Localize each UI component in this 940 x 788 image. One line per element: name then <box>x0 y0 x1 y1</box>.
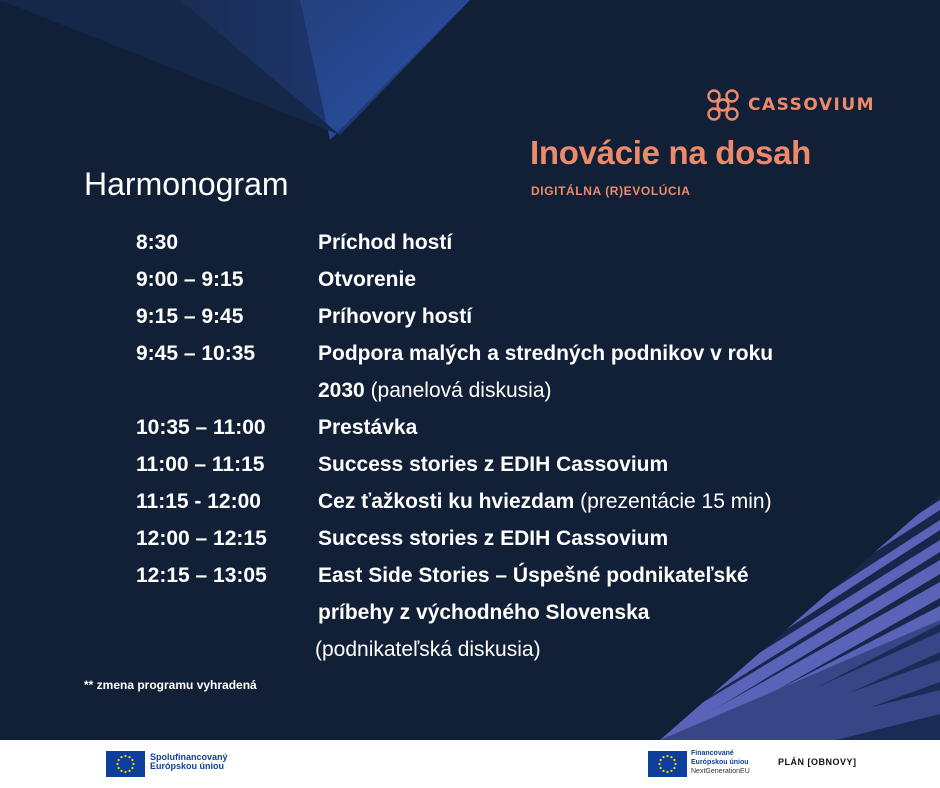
schedule-note: (podnikateľská diskusia) <box>315 638 541 661</box>
eu-left-line2: Európskou úniou <box>150 761 224 771</box>
brand-name: CASSOVIUM <box>748 95 876 115</box>
schedule-title-line1: Podpora malých a stredných podnikov v roku <box>318 342 774 365</box>
schedule-title: Prestávka <box>318 416 418 439</box>
schedule-time: 9:45 – 10:35 <box>136 342 256 365</box>
schedule-time: 10:35 – 11:00 <box>136 416 266 439</box>
eu-flag-icon <box>106 751 145 777</box>
event-title: Inovácie na dosah <box>530 134 811 171</box>
schedule-title: Cez ťažkosti ku hviezdam <box>318 490 575 513</box>
schedule-row <box>136 335 836 409</box>
schedule-time: 9:15 – 9:45 <box>136 305 244 328</box>
footnote: ** zmena programu vyhradená <box>84 678 257 692</box>
schedule-row <box>136 224 836 261</box>
schedule-row <box>136 557 836 668</box>
footer <box>0 740 940 788</box>
schedule-title-line2: 2030 <box>318 379 365 402</box>
schedule-note: (panelová diskusia) <box>370 379 552 402</box>
schedule-row <box>136 298 836 335</box>
schedule-time: 9:00 – 9:15 <box>136 268 244 291</box>
schedule-row <box>136 446 836 483</box>
eu-left-line1: Spolufinancovaný <box>150 752 228 762</box>
cassovium-logo <box>706 88 875 122</box>
schedule-time: 11:15 - 12:00 <box>136 490 261 513</box>
schedule-row <box>136 483 836 520</box>
schedule-row <box>136 261 836 298</box>
eu-right-line1: Financované <box>691 750 734 757</box>
schedule-title-line2: príbehy z východného Slovenska <box>318 601 650 624</box>
schedule-time: 12:00 – 12:15 <box>136 527 267 550</box>
schedule-note: (prezentácie 15 min) <box>580 490 772 513</box>
eu-funded-label <box>691 749 750 776</box>
schedule-list <box>136 224 836 668</box>
schedule-time: 8:30 <box>136 231 179 254</box>
eu-cofunded-label <box>150 753 228 771</box>
plan-obnovy-logo: PLÁN [OBNOVY] <box>778 757 857 767</box>
schedule-title: Príchod hostí <box>318 231 453 254</box>
schedule-time: 12:15 – 13:05 <box>136 564 267 587</box>
schedule-row <box>136 409 836 446</box>
schedule-title: Success stories z EDIH Cassovium <box>318 527 669 550</box>
schedule-row <box>136 520 836 557</box>
eu-flag-icon <box>648 751 687 777</box>
cassovium-logo-icon <box>706 88 740 122</box>
event-subtitle: DIGITÁLNA (R)EVOLÚCIA <box>531 184 691 198</box>
schedule-title-line1: East Side Stories – Úspešné podnikateľské <box>318 564 749 587</box>
schedule-title: Success stories z EDIH Cassovium <box>318 453 669 476</box>
eu-right-line2: Európskou úniou <box>691 759 749 766</box>
schedule-title: Otvorenie <box>318 268 417 291</box>
eu-right-line3: NextGenerationEU <box>691 768 750 775</box>
schedule-time: 11:00 – 11:15 <box>136 453 265 476</box>
page-heading: Harmonogram <box>84 166 289 202</box>
schedule-title: Príhovory hostí <box>318 305 473 328</box>
